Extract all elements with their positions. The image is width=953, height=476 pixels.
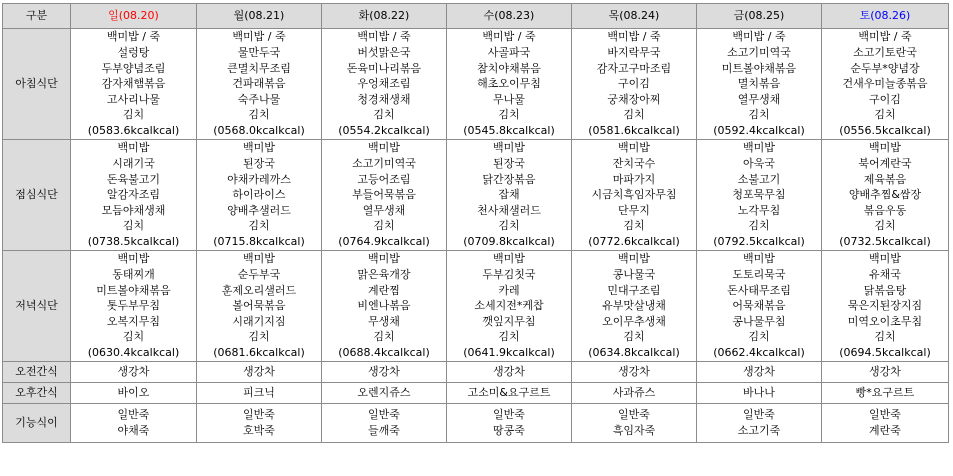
menu-item: (0694.5kcalkcal) [839,345,931,359]
menu-item: 볼어묵볶음 [232,299,286,313]
menu-item: 소고기죽 [737,424,781,437]
menu-item: 톳두부무침 [106,299,161,313]
menu-item: 흑임자죽 [612,424,656,437]
menu-item: 김치 [373,108,395,122]
menu-cell-mon [197,251,322,362]
menu-item: 백미밥 / 죽 [106,30,161,44]
menu-item: 유채국 [869,268,901,282]
menu-item: 설렁탕 [117,46,150,60]
menu-item: 시래기지짐 [232,314,286,328]
menu-item: 소고기미역국 [352,157,416,171]
menu-item: 백미밥 [368,252,400,266]
menu-item: 백미밥 [869,141,901,155]
menu-cell-wed [447,251,572,362]
menu-item: 호박죽 [243,424,275,437]
menu-item: 일반죽 [618,408,650,422]
menu-item: 일반죽 [493,408,525,422]
menu-item: 백미밥 [618,252,650,266]
breakfast-row [3,29,949,140]
menu-item: (0772.6kcalkcal) [588,234,680,248]
special-diet-row [3,404,949,443]
menu-item: 야채카레까스 [227,172,291,186]
menu-item: 백미밥 [243,141,275,155]
menu-cell-fri [697,251,822,362]
menu-item: (0568.0kcalkcal) [213,123,305,137]
menu-item: 된장국 [493,157,525,171]
menu-item: 돈육불고기 [106,172,161,186]
menu-item: 김치 [498,219,520,233]
menu-item: 김치 [874,219,896,233]
header-day-sun: 일(08.20) [71,4,197,29]
menu-item: 소세지전*케찹 [474,299,544,313]
menu-item: 생강차 [618,365,650,379]
menu-item: 백미밥 / 죽 [357,30,411,44]
row-label: 오전간식 [3,362,71,383]
menu-cell-sun [71,140,197,251]
menu-item: (0709.8kcalkcal) [463,234,555,248]
menu-cell-sun [71,251,197,362]
menu-item: 김치 [874,108,896,122]
menu-item: 궁채장아찌 [607,92,661,106]
menu-item: 멸치볶음 [737,77,781,91]
menu-item: 생강차 [869,365,901,379]
menu-cell-thu [572,29,697,140]
menu-cell-sun [71,362,197,383]
menu-item: 잡채 [498,188,520,202]
menu-item: 김치 [248,108,270,122]
menu-item: 김치 [248,330,270,344]
menu-item: 돈사태무조림 [727,283,791,297]
menu-item: 맑은육개장 [357,268,411,282]
menu-item: 유부맛살냉채 [602,299,666,313]
menu-cell-fri [697,404,822,443]
menu-item: (0545.8kcalkcal) [463,123,555,137]
menu-cell-wed [447,383,572,404]
menu-item: 백미밥 [743,252,775,266]
menu-item: 된장국 [243,157,275,171]
menu-cell-fri [697,140,822,251]
menu-cell-mon [197,404,322,443]
menu-item: 생강차 [368,365,400,379]
menu-item: 백미밥 [243,252,275,266]
menu-item: 김치 [748,219,770,233]
menu-item: 청경채생채 [357,92,411,106]
menu-cell-thu [572,383,697,404]
menu-cell-tue [322,404,447,443]
menu-item: 백미밥 [493,141,525,155]
menu-item: (0681.6kcalkcal) [213,345,305,359]
menu-item: 오렌지쥬스 [357,386,411,400]
menu-item: 소고기토란국 [853,46,917,60]
menu-item: 일반죽 [243,408,275,422]
menu-item: 양배추찜&쌈장 [848,188,922,202]
menu-item: 무생채 [368,314,400,328]
menu-cell-sat [822,140,949,251]
menu-item: 바이오 [117,386,150,400]
row-label: 아침식단 [3,29,71,140]
menu-item: 미역오이초무침 [847,314,923,328]
menu-item: 민대구조림 [607,283,661,297]
menu-cell-mon [197,383,322,404]
menu-cell-wed [447,362,572,383]
menu-cell-mon [197,29,322,140]
menu-item: 돈육미나리볶음 [346,61,422,75]
menu-item: 일반죽 [869,408,901,422]
menu-item: 김치 [122,108,145,122]
menu-item: 고소미&요구르트 [467,386,551,400]
menu-item: 김치 [623,330,645,344]
menu-item: 고등어조림 [357,172,411,186]
menu-item: (0556.5kcalkcal) [839,123,931,137]
menu-item: (0630.4kcalkcal) [87,345,180,359]
menu-item: 건파래볶음 [232,77,286,91]
menu-cell-sat [822,404,949,443]
menu-cell-fri [697,362,822,383]
menu-item: 구이김 [618,77,650,91]
menu-item: 천사채샐러드 [477,203,541,217]
menu-item: 해초오이무침 [477,77,541,91]
menu-item: 아욱국 [743,157,775,171]
menu-item: 순두부국 [237,268,281,282]
menu-cell-thu [572,404,697,443]
menu-item: 감자고구마조림 [596,61,672,75]
menu-item: 계란죽 [869,424,901,437]
menu-item: 시금치흑임자무침 [591,188,677,202]
morning-snack-row [3,362,949,383]
header-day-thu: 목(08.24) [572,4,697,29]
menu-item: 일반죽 [743,408,775,422]
menu-item: 참치야채볶음 [477,61,541,75]
menu-item: 사골파국 [487,46,531,60]
menu-cell-tue [322,251,447,362]
dinner-row [3,251,949,362]
menu-item: 소불고기 [737,172,781,186]
menu-item: 양배추샐러드 [227,203,291,217]
menu-item: 두부양념조림 [101,61,166,75]
menu-item: 백미밥 [117,141,150,155]
row-label: 점심식단 [3,140,71,251]
menu-cell-tue [322,140,447,251]
header-day-fri: 금(08.25) [697,4,822,29]
menu-cell-wed [447,140,572,251]
menu-item: (0715.8kcalkcal) [213,234,305,248]
menu-item: (0662.4kcalkcal) [713,345,805,359]
menu-item: (0583.6kcalkcal) [87,123,180,137]
row-label: 저녁식단 [3,251,71,362]
menu-item: (0634.8kcalkcal) [588,345,680,359]
menu-item: 잔치국수 [612,157,656,171]
menu-item: 바지락무국 [607,46,661,60]
row-label: 기능식이 [3,404,71,443]
menu-item: 두부김칫국 [482,268,536,282]
menu-item: 어묵채볶음 [732,299,786,313]
menu-item: 숙주나물 [237,92,281,106]
menu-item: 콩나물무침 [732,314,786,328]
menu-item: (0688.4kcalkcal) [338,345,430,359]
menu-item: 들깨죽 [368,424,400,437]
menu-item: 부들어묵볶음 [352,188,416,202]
header-category-label: 구분 [3,4,71,29]
menu-item: 무나물 [493,92,525,106]
menu-item: 생강차 [243,365,275,379]
menu-item: 콩나물국 [612,268,656,282]
menu-item: 시래기국 [112,157,155,171]
menu-item: 마파가지 [612,172,656,186]
menu-cell-tue [322,29,447,140]
lunch-row [3,140,949,251]
menu-cell-fri [697,29,822,140]
header-day-mon: 월(08.21) [197,4,322,29]
menu-item: 청포묵무침 [732,188,786,202]
menu-item: 김치 [498,330,520,344]
menu-item: 생강차 [493,365,525,379]
menu-cell-mon [197,362,322,383]
menu-item: 백미밥 / 죽 [232,30,286,44]
menu-item: 모듬야채생채 [101,203,166,217]
menu-item: 동태찌개 [112,268,155,282]
menu-item: 볶음우동 [863,203,907,217]
menu-item: (0738.5kcalkcal) [87,234,180,248]
menu-item: 묵은지된장지짐 [847,299,923,313]
menu-item: 사과쥬스 [612,386,656,400]
menu-item: 버섯맑은국 [357,46,411,60]
menu-item: 빵*요구르트 [855,386,915,400]
header-day-sat: 토(08.26) [822,4,949,29]
menu-item: (0581.6kcalkcal) [588,123,680,137]
menu-item: 땅콩죽 [493,424,525,437]
menu-item: 김치 [748,108,770,122]
menu-cell-sat [822,383,949,404]
menu-item: 백미밥 [368,141,400,155]
menu-item: 백미밥 / 죽 [858,30,912,44]
menu-item: 미트볼야채볶음 [96,283,171,297]
menu-item: 생강차 [117,365,150,379]
menu-item: 김치 [623,219,645,233]
menu-item: 김치 [498,108,520,122]
menu-item: 백미밥 [618,141,650,155]
menu-item: 백미밥 [493,252,525,266]
menu-item: 백미밥 [869,252,901,266]
menu-item: 백미밥 / 죽 [607,30,661,44]
menu-item: 김치 [248,219,270,233]
menu-item: 김치 [373,219,395,233]
header-day-tue: 화(08.22) [322,4,447,29]
menu-item: 우엉채조림 [357,77,411,91]
weekly-meal-table [2,3,949,443]
menu-item: 큰멸치무조림 [227,61,291,75]
menu-item: 깻잎지무침 [482,314,536,328]
menu-item: 김치 [874,330,896,344]
menu-item: (0592.4kcalkcal) [713,123,805,137]
menu-item: 노각무침 [737,203,781,217]
menu-cell-thu [572,362,697,383]
menu-cell-thu [572,140,697,251]
menu-item: 일반죽 [117,408,150,422]
menu-item: 김치 [122,330,145,344]
menu-item: 바나나 [743,386,775,400]
menu-item: 김치 [122,219,145,233]
menu-item: 김치 [373,330,395,344]
menu-item: 생강차 [743,365,775,379]
menu-item: 건새우미늘종볶음 [842,77,928,91]
menu-item: 피크닉 [243,386,275,400]
menu-item: 일반죽 [368,408,400,422]
header-row [3,4,949,29]
menu-cell-mon [197,140,322,251]
menu-item: 소고기미역국 [727,46,791,60]
menu-item: (0554.2kcalkcal) [338,123,430,137]
menu-cell-sat [822,362,949,383]
menu-cell-tue [322,383,447,404]
menu-cell-sun [71,29,197,140]
menu-cell-wed [447,29,572,140]
menu-item: 도토리묵국 [732,268,786,282]
menu-item: 알감자조림 [106,188,161,202]
menu-item: 야채죽 [117,424,150,437]
menu-item: 백미밥 [117,252,150,266]
menu-item: 오이무추생채 [602,314,666,328]
menu-item: (0764.9kcalkcal) [338,234,430,248]
menu-item: 백미밥 / 죽 [732,30,786,44]
menu-item: 순두부*양념장 [850,61,920,75]
menu-cell-sun [71,404,197,443]
menu-item: 백미밥 / 죽 [482,30,536,44]
menu-item: 백미밥 [743,141,775,155]
menu-item: (0732.5kcalkcal) [839,234,931,248]
menu-cell-sun [71,383,197,404]
header-day-wed: 수(08.23) [447,4,572,29]
menu-cell-wed [447,404,572,443]
menu-item: (0792.5kcalkcal) [713,234,805,248]
menu-cell-fri [697,383,822,404]
menu-item: 김치 [748,330,770,344]
menu-item: 김치 [623,108,645,122]
menu-item: 구이김 [869,92,901,106]
menu-item: 오복지무침 [106,314,161,328]
menu-item: 미트볼야채볶음 [721,61,797,75]
menu-item: 고사리나물 [106,92,161,106]
menu-item: 하이라이스 [232,188,286,202]
menu-item: 북어계란국 [858,157,912,171]
afternoon-snack-row [3,383,949,404]
menu-cell-tue [322,362,447,383]
menu-item: 닭간장볶음 [482,172,536,186]
menu-item: 비엔나볶음 [357,299,411,313]
menu-item: 열무생채 [362,203,406,217]
menu-item: 단무지 [618,203,650,217]
menu-item: 닭볶음탕 [863,283,907,297]
menu-cell-thu [572,251,697,362]
row-label: 오후간식 [3,383,71,404]
menu-item: 제육볶음 [863,172,907,186]
menu-item: 물만두국 [237,46,281,60]
menu-item: (0641.9kcalkcal) [463,345,555,359]
menu-item: 계란찜 [368,283,400,297]
menu-item: 훈제오리샐러드 [221,283,297,297]
menu-item: 감자채햄볶음 [101,77,166,91]
menu-cell-sat [822,251,949,362]
menu-item: 열무생채 [737,92,781,106]
menu-item: 카레 [498,283,520,297]
menu-cell-sat [822,29,949,140]
